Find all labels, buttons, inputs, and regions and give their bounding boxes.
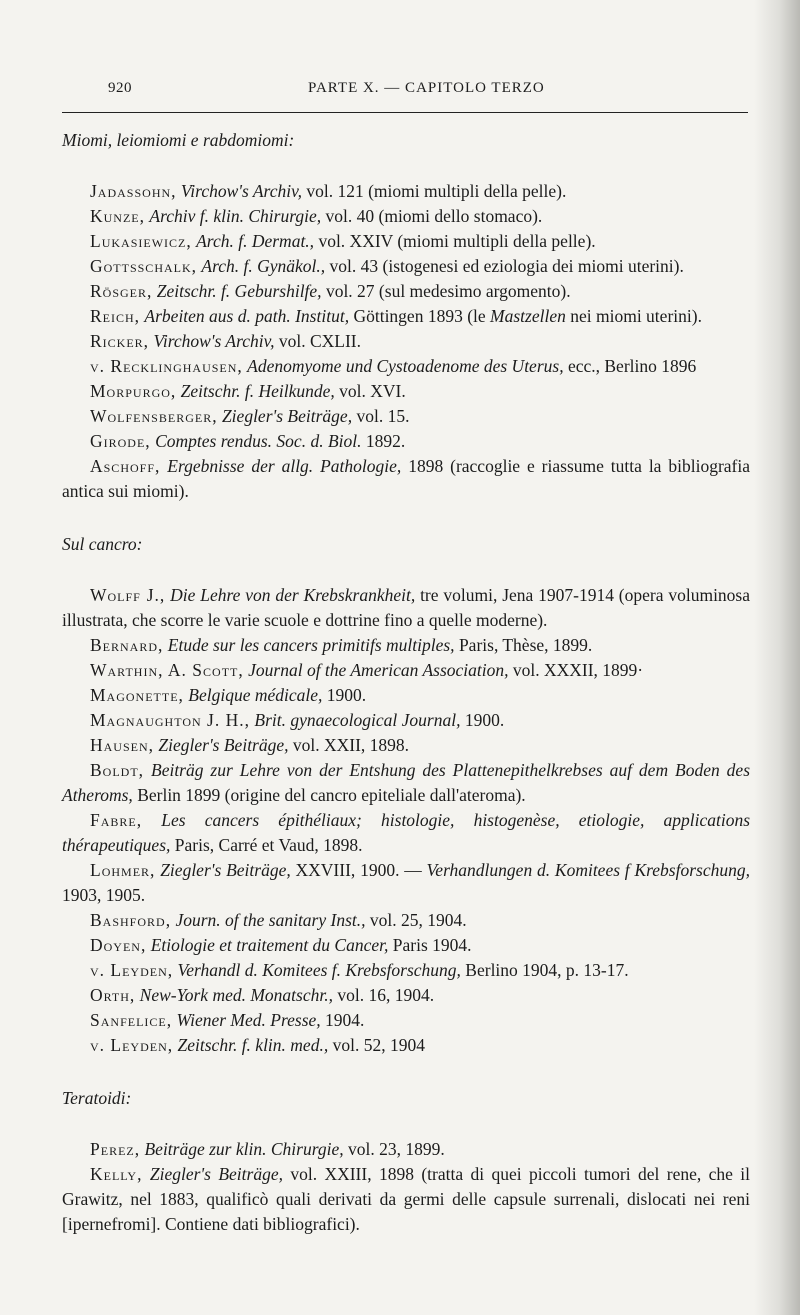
reference-entry <box>62 404 750 429</box>
running-title: PARTE X. — CAPITOLO TERZO <box>308 80 545 96</box>
reference-details: Paris 1904. <box>388 935 472 955</box>
reference-details: vol. 27 (sul medesimo argomento). <box>321 281 571 301</box>
reference-entry <box>62 908 750 933</box>
reference-work: Brit. gynaecological Journal, <box>254 710 461 730</box>
reference-details: 1892. <box>361 431 406 451</box>
reference-author: Ricker, <box>90 331 150 351</box>
header-rule <box>62 112 748 113</box>
reference-details: 1904. <box>320 1010 365 1030</box>
reference-author: Rösger, <box>90 281 153 301</box>
reference-entry <box>62 683 750 708</box>
reference-work: Ziegler's Beiträge, <box>160 860 291 880</box>
reference-details: ecc., Berlino 1896 <box>563 356 697 376</box>
reference-author: Lukasiewicz, <box>90 231 192 251</box>
reference-entry <box>62 708 750 733</box>
reference-entry <box>62 958 750 983</box>
reference-details: 1898 (raccoglie e riassume tutta la bibliografia antica sui miomi). <box>62 456 751 501</box>
reference-entry <box>62 1137 750 1162</box>
reference-author: Aschoff, <box>90 456 161 476</box>
reference-entry <box>62 429 750 454</box>
reference-work: Ziegler's Beiträge, <box>158 735 289 755</box>
reference-entry <box>62 204 750 229</box>
reference-author: Bernard, <box>90 635 164 655</box>
reference-details: Paris, Thèse, 1899. <box>454 635 593 655</box>
reference-details: vol. 15. <box>352 406 410 426</box>
reference-work: Belgique médicale, <box>188 685 323 705</box>
reference-details: vol. 40 (miomi dello stomaco). <box>321 206 543 226</box>
reference-author: Morpurgo, <box>90 381 177 401</box>
reference-entry <box>62 304 750 329</box>
reference-details: vol. 23, 1899. <box>343 1139 445 1159</box>
reference-author: Jadassohn, <box>90 181 177 201</box>
reference-author: v. Leyden, <box>90 960 174 980</box>
reference-work: Etude sur les cancers primitifs multiples, <box>167 635 455 655</box>
reference-author: Girode, <box>90 431 151 451</box>
reference-work-secondary: Verhandlungen d. Komitees f Krebsforschung, <box>426 860 750 880</box>
section-heading: Sul cancro: <box>62 534 143 554</box>
section-heading: Teratoidi: <box>62 1088 132 1108</box>
reference-details-secondary: nei miomi uterini). <box>565 306 702 326</box>
page-edge-shadow <box>754 0 800 1315</box>
reference-author: Warthin, A. Scott, <box>90 660 244 680</box>
reference-entry <box>62 933 750 958</box>
reference-author: Doyen, <box>90 935 147 955</box>
reference-details: vol. XXXII, 1899· <box>508 660 644 680</box>
reference-details: vol. XXII, 1898. <box>288 735 410 755</box>
reference-entry <box>62 279 750 304</box>
reference-entry <box>62 758 750 808</box>
reference-entry <box>62 229 750 254</box>
reference-work: Arbeiten aus d. path. Institut, <box>144 306 350 326</box>
reference-author: Magonette, <box>90 685 184 705</box>
reference-entry <box>62 1008 750 1033</box>
reference-details: Paris, Carré et Vaud, 1898. <box>170 835 363 855</box>
reference-author: Hausen, <box>90 735 155 755</box>
reference-author: Lohmer, <box>90 860 156 880</box>
reference-work: Ziegler's Beiträge, <box>221 406 353 426</box>
reference-entry <box>62 1162 750 1237</box>
reference-details: vol. 25, 1904. <box>365 910 467 930</box>
reference-details: tre volumi, Jena 1907-1914 (opera voluminosa illustrata, che scorre le varie scuole e dottrine fino a quelle moderne). <box>62 585 751 630</box>
reference-author: Orth, <box>90 985 136 1005</box>
reference-details: Berlin 1899 (origine del cancro epiteliale dall'ateroma). <box>132 785 526 805</box>
reference-work: Arch. f. Dermat., <box>196 231 315 251</box>
reference-details: vol. CXLII. <box>274 331 362 351</box>
reference-work: Virchow's Archiv, <box>153 331 275 351</box>
reference-work: Zeitschr. f. klin. med., <box>177 1035 329 1055</box>
reference-entry <box>62 633 750 658</box>
reference-work: Arch. f. Gynäkol., <box>201 256 326 276</box>
reference-details: vol. XXIII, 1898 (tratta di quei piccoli tumori del rene, che il Grawitz, nel 1883, qualificò quali derivati da germi delle capsule surrenali, dislocati nei reni [ipernefromi]. Contiene dati bibliografici). <box>62 1164 750 1234</box>
page-number: 920 <box>108 80 132 96</box>
reference-author: Kunze, <box>90 206 146 226</box>
reference-entry <box>62 254 750 279</box>
reference-entry <box>62 1033 750 1058</box>
reference-details: vol. 43 (istogenesi ed eziologia dei miomi uterini). <box>325 256 684 276</box>
reference-author: v. Leyden, <box>90 1035 174 1055</box>
reference-author: Kelly, <box>90 1164 143 1184</box>
reference-work: Beiträg zur Lehre von der Entshung des Plattenepithelkrebses auf dem Boden des Atheroms, <box>62 760 751 805</box>
bibliography-body <box>62 128 750 1237</box>
reference-entry <box>62 858 750 908</box>
reference-details: vol. 121 (miomi multipli della pelle). <box>301 181 567 201</box>
reference-details: Göttingen 1893 (le <box>349 306 491 326</box>
reference-author: Wolfensberger, <box>90 406 218 426</box>
reference-author: Gottsschalk, <box>90 256 198 276</box>
reference-entry <box>62 179 750 204</box>
reference-author: Magnaughton J. H., <box>90 710 250 730</box>
reference-work: Journ. of the sanitary Inst., <box>175 910 366 930</box>
reference-work: Etiologie et traitement du Cancer, <box>150 935 389 955</box>
section-heading: Miomi, leiomiomi e rabdomiomi: <box>62 130 295 150</box>
reference-author: v. Recklinghausen, <box>90 356 243 376</box>
reference-author: Perez, <box>90 1139 141 1159</box>
reference-entry <box>62 808 750 858</box>
reference-details: vol. 52, 1904 <box>328 1035 425 1055</box>
reference-work: Ergebnisse der allg. Pathologie, <box>167 456 402 476</box>
reference-details: 1900. <box>460 710 505 730</box>
reference-work: Comptes rendus. Soc. d. Biol. <box>155 431 362 451</box>
reference-entry <box>62 454 750 504</box>
reference-work: Beiträge zur klin. Chirurgie, <box>144 1139 344 1159</box>
reference-details: XXVIII, 1900. — <box>290 860 427 880</box>
reference-work: Zeitschr. f. Heilkunde, <box>180 381 335 401</box>
reference-details-secondary: 1903, 1905. <box>62 885 146 905</box>
reference-work: Die Lehre von der Krebskrankheit, <box>170 585 416 605</box>
reference-entry <box>62 733 750 758</box>
reference-details: vol. XVI. <box>334 381 406 401</box>
reference-entry <box>62 329 750 354</box>
reference-work: Virchow's Archiv, <box>180 181 302 201</box>
reference-work: Wiener Med. Presse, <box>176 1010 321 1030</box>
reference-details: vol. XXIV (miomi multipli della pelle). <box>314 231 596 251</box>
reference-work: Zeitschr. f. Geburshilfe, <box>156 281 322 301</box>
reference-work: Ziegler's Beiträge, <box>149 1164 283 1184</box>
reference-work: Verhandl d. Komitees f. Krebsforschung, <box>177 960 461 980</box>
reference-author: Fabre, <box>90 810 143 830</box>
reference-entry <box>62 354 750 379</box>
reference-work: Adenomyome und Cystoadenome des Uterus, <box>247 356 564 376</box>
reference-author: Sanfelice, <box>90 1010 173 1030</box>
reference-entry <box>62 379 750 404</box>
reference-author: Wolff J., <box>90 585 166 605</box>
reference-author: Reich, <box>90 306 141 326</box>
reference-entry <box>62 583 750 633</box>
reference-details: vol. 16, 1904. <box>332 985 435 1005</box>
reference-entry <box>62 658 750 683</box>
reference-work: Les cancers épithéliaux; histologie, histogenèse, etiologie, applications thérapeutiques, <box>62 810 751 855</box>
reference-details: Berlino 1904, p. 13-17. <box>460 960 629 980</box>
reference-work: Archiv f. klin. Chirurgie, <box>149 206 322 226</box>
running-header <box>108 80 708 104</box>
reference-work: New-York med. Monatschr., <box>139 985 333 1005</box>
reference-work: Journal of the American Association, <box>248 660 509 680</box>
reference-details: 1900. <box>322 685 367 705</box>
reference-author: Bashford, <box>90 910 172 930</box>
reference-work-secondary: Mastzellen <box>490 306 566 326</box>
reference-author: Boldt, <box>90 760 145 780</box>
reference-entry <box>62 983 750 1008</box>
